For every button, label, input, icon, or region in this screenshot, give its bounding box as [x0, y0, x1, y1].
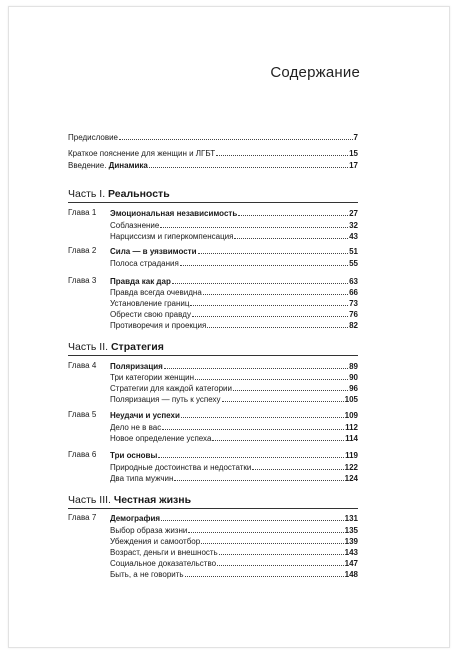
toc-section-entry — [110, 558, 358, 568]
section-title: Социальное доказательство — [110, 559, 217, 568]
toc-page-number: 112 — [345, 423, 358, 432]
part-heading — [68, 188, 170, 200]
dot-leader — [219, 547, 344, 555]
toc-page-number: 143 — [344, 548, 358, 557]
section-title: Три категории женщин — [110, 373, 195, 382]
part-heading — [68, 341, 164, 353]
toc-page-number: 119 — [345, 451, 358, 460]
toc-section-entry — [110, 462, 358, 472]
toc-chapter-entry — [110, 513, 358, 523]
toc-entry-preface — [68, 132, 358, 142]
toc-chapter-entry — [110, 208, 358, 218]
dot-leader — [162, 422, 344, 430]
part-prefix: Часть III. — [68, 494, 114, 506]
toc-page-number: 55 — [349, 259, 358, 268]
toc-page-number: 135 — [344, 526, 358, 535]
dot-leader — [174, 473, 343, 481]
toc-page-number: 66 — [349, 288, 358, 297]
toc-page-number: 76 — [349, 310, 358, 319]
dot-leader — [233, 383, 348, 391]
toc-page-number: 17 — [349, 161, 358, 170]
chapter-title: Сила — в уязвимости — [110, 247, 197, 256]
toc-section-entry — [110, 394, 358, 404]
toc-section-entry — [110, 433, 358, 443]
toc-chapter-entry — [110, 361, 358, 371]
section-title: Новое определение успеха — [110, 434, 212, 443]
section-title: Природные достоинства и недостатки — [110, 463, 252, 472]
dot-leader — [158, 450, 344, 458]
toc-page-number: 73 — [349, 299, 358, 308]
dot-leader — [234, 231, 348, 239]
dot-leader — [238, 208, 348, 216]
part-name: Реальность — [108, 188, 170, 200]
toc-page-number: 32 — [349, 221, 358, 230]
toc-page-number: 51 — [349, 247, 358, 256]
toc-page-number: 109 — [344, 411, 358, 420]
section-title: Два типа мужчин — [110, 474, 174, 483]
toc-page-number: 27 — [349, 209, 358, 218]
toc-page-number: 90 — [349, 373, 358, 382]
intro-prefix: Введение. — [68, 161, 109, 170]
toc-section-entry — [110, 298, 358, 308]
chapter-label: Глава 4 — [68, 361, 97, 370]
section-title: Правда всегда очевидна — [110, 288, 202, 297]
part-prefix: Часть I. — [68, 188, 109, 200]
section-title: Убеждения и самоотбор — [110, 537, 201, 546]
dot-leader — [222, 394, 344, 402]
toc-page-number: 139 — [344, 537, 358, 546]
part-name: Стратегия — [110, 341, 164, 353]
toc-section-entry — [110, 220, 358, 230]
dot-leader — [161, 513, 344, 521]
dot-leader — [212, 433, 344, 441]
toc-page-number: 96 — [349, 384, 358, 393]
chapter-label: Глава 5 — [68, 410, 97, 419]
toc-page-number: 89 — [349, 362, 358, 371]
toc-entry-note — [68, 148, 358, 158]
toc-section-entry — [110, 309, 358, 319]
dot-leader — [190, 298, 348, 306]
section-title: Выбор образа жизни — [110, 526, 188, 535]
part-prefix: Часть II. — [68, 341, 111, 353]
toc-page-number: 131 — [344, 514, 358, 523]
dot-leader — [195, 372, 348, 380]
toc-page-number: 105 — [344, 395, 358, 404]
toc-chapter-entry — [110, 450, 358, 460]
toc-page-number: 15 — [349, 149, 358, 158]
toc-page-number: 122 — [344, 463, 358, 472]
chapter-label: Глава 2 — [68, 246, 97, 255]
section-title: Возраст, деньги и внешность — [110, 548, 218, 557]
chapter-title: Правда как дар — [110, 277, 171, 286]
part-heading — [68, 494, 191, 506]
dot-leader — [203, 287, 348, 295]
dot-leader — [149, 160, 348, 168]
toc-section-entry — [110, 547, 358, 557]
dot-leader — [207, 320, 348, 328]
dot-leader — [181, 410, 344, 418]
toc-entry-label — [68, 161, 148, 171]
section-title: Соблазнение — [110, 221, 160, 230]
toc-entry-label: Предисловие — [68, 133, 118, 142]
toc-section-entry — [110, 372, 358, 382]
toc-section-entry — [110, 569, 358, 579]
toc-chapter-entry — [110, 410, 358, 420]
toc-chapter-entry — [110, 276, 358, 286]
part-name: Честная жизнь — [113, 494, 192, 506]
toc-page-number: 147 — [344, 559, 358, 568]
dot-leader — [198, 246, 349, 254]
toc-entry-introduction — [68, 160, 358, 170]
dot-leader — [164, 361, 348, 369]
toc-page-number: 43 — [349, 232, 358, 241]
section-title: Нарциссизм и гиперкомпенсация — [110, 232, 234, 241]
dot-leader — [216, 148, 348, 156]
dot-leader — [160, 220, 348, 228]
toc-page-number: 114 — [345, 434, 358, 443]
toc-section-entry — [110, 536, 358, 546]
section-title: Поляризация — путь к успеху — [110, 395, 221, 404]
toc-section-entry — [110, 525, 358, 535]
chapter-label: Глава 6 — [68, 450, 97, 459]
toc-page-number: 124 — [344, 474, 358, 483]
toc-chapter-entry — [110, 246, 358, 256]
toc-section-entry — [110, 258, 358, 268]
chapter-title: Неудачи и успехи — [110, 411, 180, 420]
section-title: Противоречия и проекция — [110, 321, 207, 330]
toc-section-entry — [110, 383, 358, 393]
toc-entry-label: Краткое пояснение для женщин и ЛГБТ — [68, 149, 216, 158]
toc-page-number: 82 — [349, 321, 358, 330]
part-rule — [68, 202, 358, 203]
chapter-label: Глава 3 — [68, 276, 97, 285]
section-title: Полоса страдания — [110, 259, 179, 268]
toc-section-entry — [110, 231, 358, 241]
dot-leader — [201, 536, 343, 544]
dot-leader — [185, 569, 344, 577]
toc-section-entry — [110, 422, 358, 432]
section-title: Дело не в вас — [110, 423, 162, 432]
toc-section-entry — [110, 287, 358, 297]
dot-leader — [172, 276, 348, 284]
intro-title: Динамика — [108, 161, 148, 170]
section-title: Установление границ — [110, 299, 190, 308]
chapter-title: Эмоциональная независимость — [110, 209, 238, 218]
toc-page-number: 63 — [349, 277, 358, 286]
toc-page-number: 148 — [344, 570, 358, 579]
page-title: Содержание — [270, 64, 360, 81]
section-title: Стратегии для каждой категории — [110, 384, 232, 393]
toc-page-number: 7 — [353, 133, 358, 142]
chapter-label: Глава 1 — [68, 208, 97, 217]
chapter-title: Демография — [110, 514, 161, 523]
chapter-title: Три основы — [110, 451, 158, 460]
toc-section-entry — [110, 473, 358, 483]
part-rule — [68, 355, 358, 356]
chapter-label: Глава 7 — [68, 513, 97, 522]
dot-leader — [252, 462, 343, 470]
part-rule — [68, 508, 358, 509]
dot-leader — [119, 132, 353, 140]
chapter-title: Поляризация — [110, 362, 163, 371]
dot-leader — [180, 258, 348, 266]
dot-leader — [188, 525, 343, 533]
section-title: Быть, а не говорить — [110, 570, 184, 579]
section-title: Обрести свою правду — [110, 310, 191, 319]
dot-leader — [192, 309, 348, 317]
dot-leader — [217, 558, 344, 566]
toc-section-entry — [110, 320, 358, 330]
